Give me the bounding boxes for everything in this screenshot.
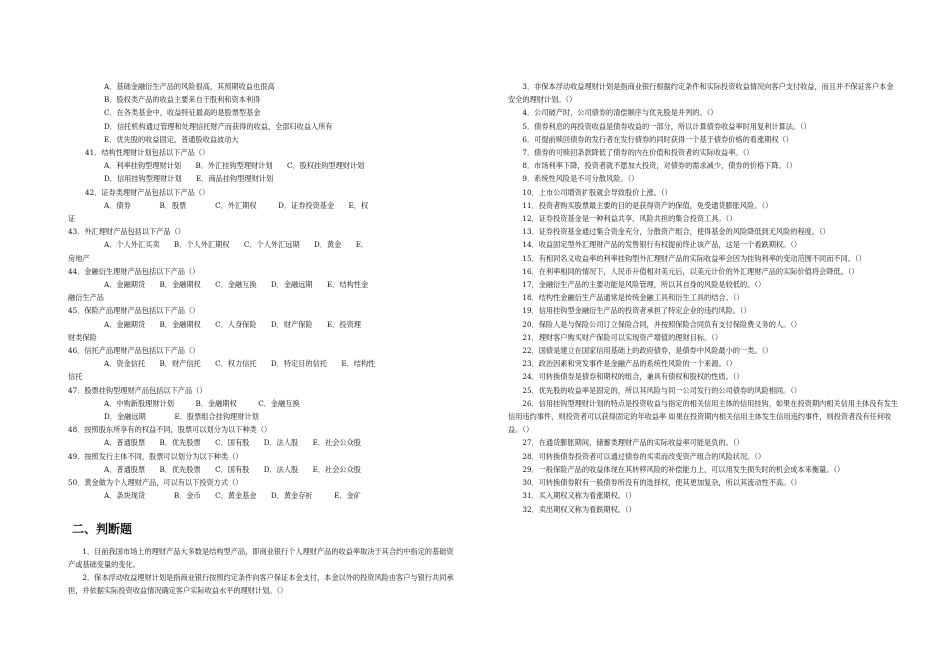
section-title: 二、判断题	[72, 521, 133, 536]
judgment-item: 23．政治因素和突发事件是金融产品的系统性风险的一个来源。（）	[522, 359, 737, 369]
question-line: A．金融期货 B．金融期权 C．人身保险 D．财产保险 E．投资理	[104, 319, 361, 329]
multiple-choice-questions	[68, 80, 454, 503]
question-line: A．利率挂钩型理财计划 B．外汇挂钩型理财计划 C．股权挂钩型理财计划	[104, 161, 365, 171]
question-line: A．中购新股理财计划 B．金融期权 C．金融互换	[104, 398, 300, 408]
judgment-item: 18．结构性金融衍生产品通常是传统金融工具和衍生工具的结合。（）	[522, 293, 744, 303]
question-line: 45．保险产品理财产品包括以下产品（）	[68, 306, 200, 316]
question-line: A．资金信托 B．财产信托 C．权力信托 D．特定目的信托 E．结构性	[104, 359, 376, 369]
judgment-item: 2．保本浮动收益理财计划是指商业银行按照约定条件向客户保证本金支付，本金以外的投资风险由客户与银行共同承担，并依据实际投资收益情况确定客户实际收益水平的理财计划。（）	[68, 572, 454, 596]
judgment-item: 30．可转换债券附有一般债券所没有的选择权，使其更加复杂，所以其流动性不高。（）	[522, 478, 802, 488]
question-line: A．普通股票 B．优先股票 C．国有股 D．法人股 E．社会公众股	[104, 438, 361, 448]
true-false-questions-right	[508, 80, 900, 516]
judgment-item: 10．上市公司增资扩股就会导致股价上涨。（）	[522, 187, 672, 197]
judgment-item: 16．在利率相同的情况下，人民币升值相对美元后，以美元计价的外汇理财产品的实际价值将会降低。（）	[522, 266, 859, 276]
question-line: 50．黄金做为个人理财产品，可以有以下投资方式（）	[68, 478, 243, 488]
question-line: A．个人外汇买卖 B．个人外汇期权 C．个人外汇远期 D．黄金 E．	[104, 240, 369, 250]
question-line: A．普通股票 B．优先股票 C．国有股 D．法人股 E．社会公众股	[104, 464, 361, 474]
judgment-item: 12．证券投资基金是一种利益共享、风险共担的集合投资工具。（）	[522, 214, 737, 224]
judgment-item: 3．非保本浮动收益理财计划是指商业银行根据约定条件和实际投资收益情况向客户支付收益，而且并不保证客户本金安全的理财计划。（）	[508, 82, 894, 105]
judgment-item: 32．卖出期权又称为看跌期权。（）	[522, 504, 636, 514]
question-line: 财类保险	[68, 332, 97, 342]
judgment-item: 11．投资者购买股票最主要的目的是获得资产的保值，免受通货膨胀风险。（）	[522, 200, 773, 210]
question-line: D．金融远期 E．股票组合挂钩理财计划	[104, 412, 259, 422]
question-line: A．基础金融衍生产品的风险很高，其预期收益也很高	[104, 82, 275, 91]
question-line: 证	[68, 214, 76, 224]
judgment-item: 15．有相同名义收益率的利率挂钩型外汇理财产品的实际收益率会因为挂钩利率的变动范围不同而不同。（）	[522, 253, 866, 263]
judgment-item: 13．证券投资基金通过集合资金充分，分散资产组合，使得基金的风险降低到无风险的程度。（）	[522, 227, 830, 237]
question-line: 房地产	[68, 253, 90, 263]
judgment-item: 31．买入期权又称为看涨期权。（）	[522, 491, 636, 501]
judgment-item: 9．系统性风险是不可分散风险。（）	[522, 174, 639, 184]
question-line: 46．信托产品理财产品包括以下产品（）	[68, 346, 200, 356]
true-false-questions-left	[68, 545, 454, 598]
question-line: 44．金融衍生理财产品包括以下产品（）	[68, 266, 200, 276]
question-line: C．在各类基金中，收益特征最高的是股票型基金	[104, 108, 261, 118]
judgment-item: 19．信用挂钩型金融衍生产品的投资者承担了特定企业的违约风险。（）	[522, 306, 751, 316]
question-line: 42．证券类理财产品包括以下产品（）	[85, 187, 210, 197]
question-line: A．债券 B．股票 C．外汇期权 D．证券投资基金 E．权	[104, 200, 369, 210]
judgment-item: 6．可提前赎回债券的发行者在发行债券的同时获得一个基于债券价格的看涨期权（）	[522, 134, 793, 144]
judgment-item: 4．公司破产时，公司债券的清偿顺序与优先股是并列的。（）	[522, 108, 718, 118]
question-line: D．信托机构通过管理和处理信托财产而获得的收益，全部归收益人所有	[104, 121, 333, 131]
judgment-item: 17．金融衍生产品的主要功能是风险管理，所以其自身的风险是较低的。（）	[522, 280, 766, 290]
judgment-item: 29．一般保险产品的收益体现在其转移风险的补偿能力上，可以用发生损失时的机会成本来衡量。（）	[522, 464, 845, 474]
judgment-item: 21．理财客户购买财产保险可以实现资产增值的理财目标。（）	[522, 332, 723, 342]
question-line: B．股权类产品的收益主要来自于股利和资本利得	[104, 95, 261, 105]
question-line: 47．股票挂钩型理财产品包括以下产品（）	[68, 385, 207, 395]
judgment-item: 24．可转换债券是债券和期权的组合，兼具有债权和股权的性质。（）	[522, 372, 744, 382]
judgment-item: 25．优先股的收益率是固定的，所以其风险与同一公司发行的公司债券的风险相同。（）	[522, 385, 802, 395]
judgment-item: 5．债券利息的再投资收益是债券收益的一部分，所以计算债券收益率时用复利计算法。（）	[522, 121, 811, 131]
question-line: 融衍生产品	[68, 293, 104, 303]
right-column	[508, 80, 900, 516]
judgment-item: 8．市场利率下降，投资者就不愿加大投资，对债券的需求减少，债券的价格下降。（）	[522, 161, 797, 171]
question-line: 41．结构性理财计划包括以下产品（）	[85, 148, 210, 158]
question-line: 49．按照发行主体不同，股票可以划分为以下种类（）	[68, 451, 243, 461]
question-line: E．优先股的收益固定，普通股收益波动大	[104, 134, 239, 144]
judgment-item: 7．债券的可赎回条款降低了债券的内在价值和投资者的实际收益率。（）	[522, 148, 754, 158]
judgment-item: 28．可转换债券投资者可以通过债券的买卖而改变资产组合的风险状况。（）	[522, 451, 766, 461]
judgment-item: 1．目前我国市场上的理财产品大多数是结构型产品，即商业银行个人理财产品的收益率取决于其合约中指定的基础资产或基础变量的变化。	[68, 546, 454, 569]
judgment-item: 26．信用挂钩型理财计划的特点是投资收益与指定的相关信用主体的信用挂钩，如果在投资期内相关信用主体没有发生信用违约事件，则投资者可以获得固定的年收益率 如果在投资期内相关信用主体发生信用违约事件，则投资者没有任何收益。（）	[508, 398, 899, 435]
question-line: 信托	[68, 372, 83, 382]
judgment-item: 14．收益固定型外汇理财产品的发售银行有权提前终止该产品，这是一个看跌期权。（）	[522, 240, 802, 250]
question-line: A．条块现货 B．金币 C．黄金基金 D．黄金存折 E．金矿	[104, 491, 361, 501]
question-line: 43．外汇理财产品包括以下产品（）	[68, 227, 185, 237]
judgment-item: 20．保险人是与保险公司订立保险合同，并按照保险合同负有支付保险费义务的人。（）	[522, 319, 802, 329]
question-line: A．金融期货 B．金融期权 C．金融互换 D．金融远期 E．结构性金	[104, 280, 369, 290]
judgment-item: 22．国债是建立在国家信用基础上的政府债券，是债券中风险最小的一类。（）	[522, 346, 773, 356]
judgment-item: 27．在通货膨胀期间，储蓄类理财产品的实际收益率可能是负的。（）	[522, 438, 744, 448]
left-column	[68, 80, 454, 597]
question-line: 48．按照股东所享有的权益不同，股票可以划分为以下种类（）	[68, 425, 272, 435]
question-line: D．信用挂钩型理财计划 E．商品挂钩型理财计划	[104, 174, 274, 184]
